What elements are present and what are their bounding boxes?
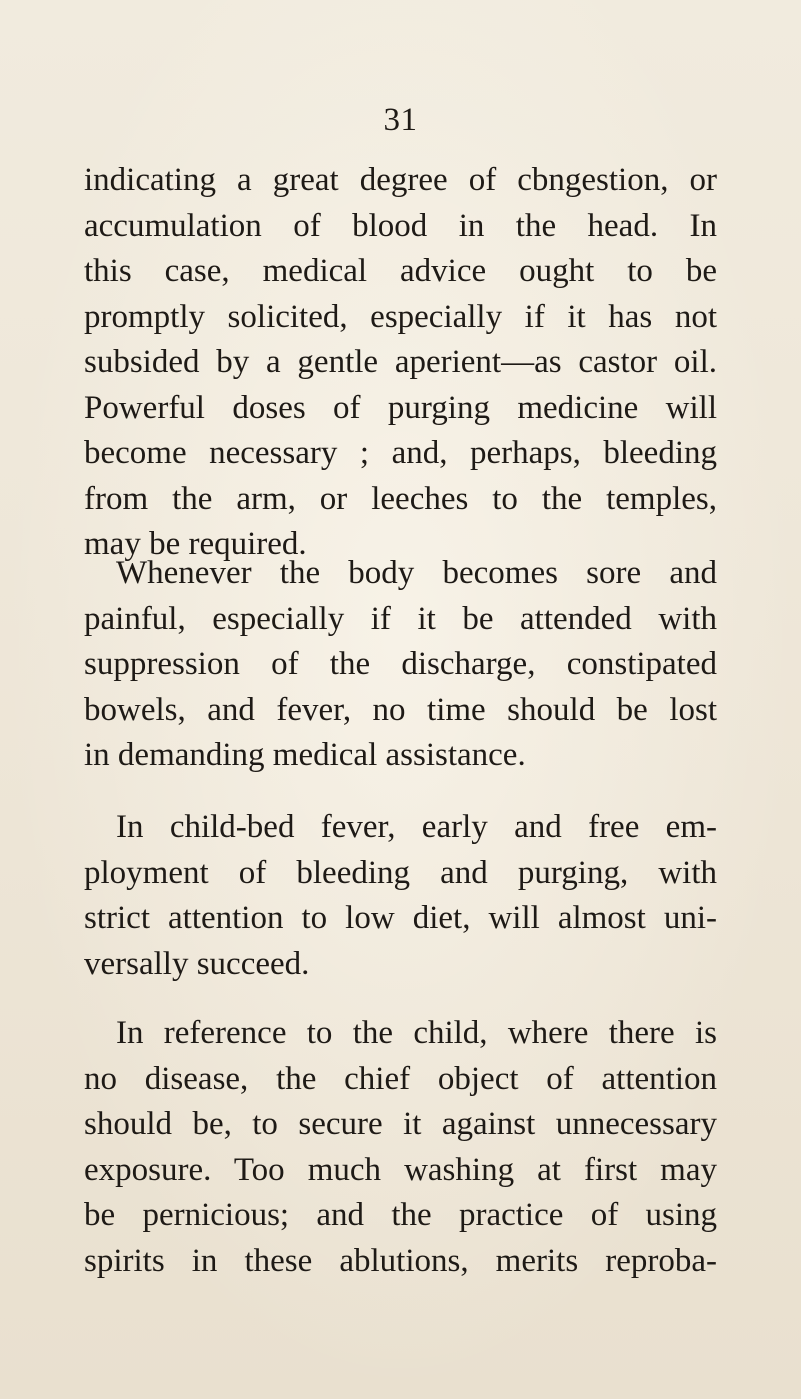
text-line: in demanding medical assistance.	[84, 737, 526, 773]
text-line: may be required.	[84, 526, 307, 562]
text-line: In child-bed fever, early and free em-	[116, 809, 717, 845]
page-number: 31	[383, 102, 418, 138]
text-line: spirits in these ablutions, merits reproba-	[84, 1242, 717, 1279]
text-line: Whenever the body becomes sore and	[116, 555, 717, 591]
text-line: Powerful doses of purging medicine will	[84, 389, 717, 426]
text-line: should be, to secure it against unnecessary	[84, 1106, 717, 1142]
text-line: strict attention to low diet, will almost uni-	[84, 900, 717, 936]
paragraph-congestion	[84, 158, 717, 568]
text-line: subsided by a gentle aperient—as castor oil.	[84, 344, 717, 380]
text-line: suppression of the discharge, constipated	[84, 646, 717, 682]
text-line: accumulation of blood in the head. In	[84, 207, 717, 244]
paragraph-child-care	[84, 1011, 717, 1284]
text-line: versally succeed.	[84, 945, 310, 982]
text-line: ployment of bleeding and purging, with	[84, 854, 717, 891]
text-line: be pernicious; and the practice of using	[84, 1197, 717, 1233]
text-line: painful, especially if it be attended with	[84, 600, 717, 637]
text-line: this case, medical advice ought to be	[84, 253, 717, 289]
text-line: no disease, the chief object of attention	[84, 1060, 717, 1097]
text-line: bowels, and fever, no time should be lost	[84, 691, 717, 728]
text-line: become necessary ; and, perhaps, bleeding	[84, 435, 717, 471]
text-line: indicating a great degree of cbngestion, or	[84, 162, 717, 198]
text-line: In reference to the child, where there is	[116, 1015, 717, 1051]
text-line: from the arm, or leeches to the temples,	[84, 480, 717, 517]
text-line: promptly solicited, especially if it has not	[84, 298, 717, 335]
paragraph-child-bed-fever	[84, 805, 717, 987]
paragraph-body-sore	[84, 551, 717, 779]
text-line: exposure. Too much washing at first may	[84, 1151, 717, 1188]
